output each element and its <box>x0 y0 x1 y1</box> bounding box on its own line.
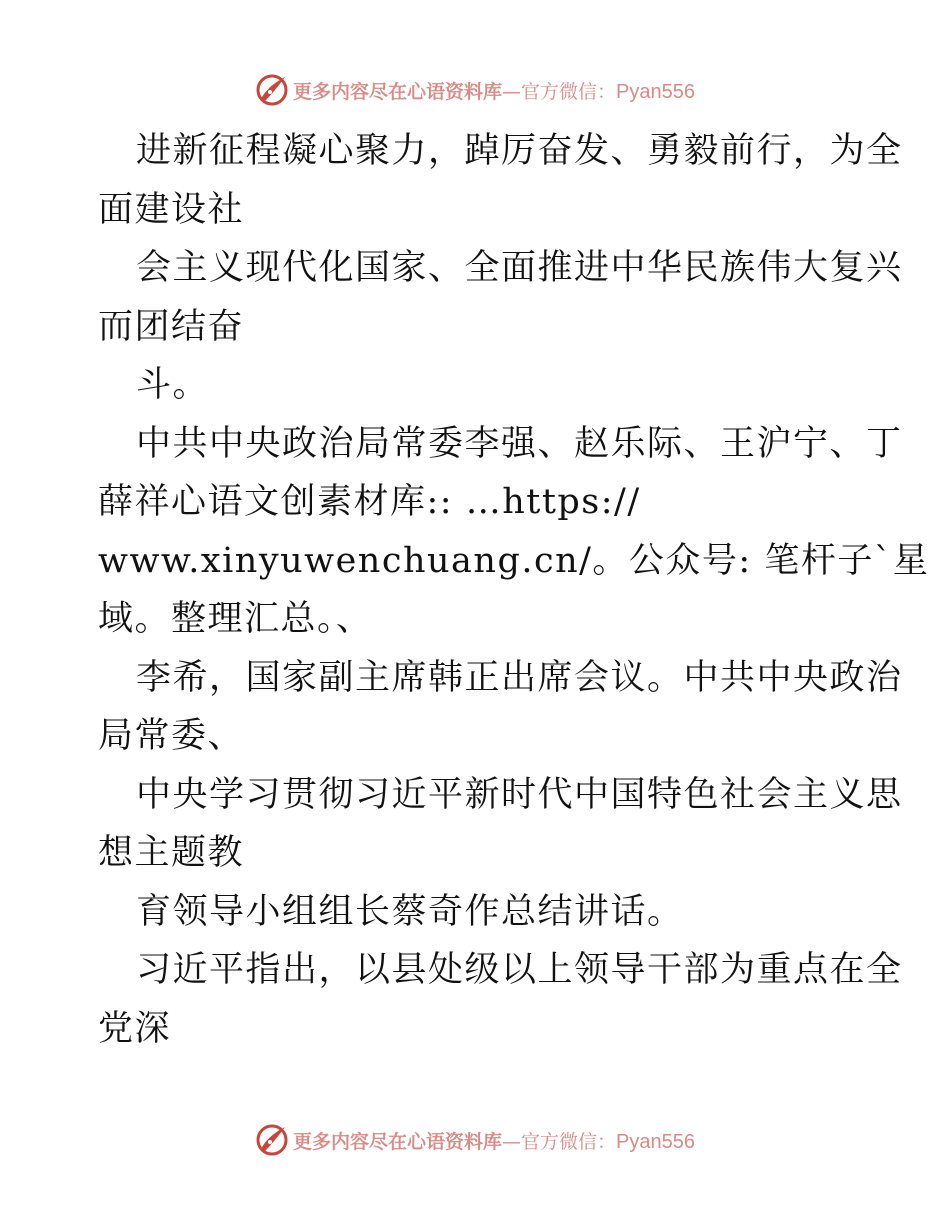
text-line: 会主义现代化国家、全面推进中华民族伟大复兴 <box>136 248 903 288</box>
header-watermark <box>0 70 950 110</box>
document-body <box>98 122 930 1058</box>
text-line: 党深 <box>98 1008 172 1049</box>
pen-logo-icon <box>255 1123 289 1157</box>
watermark-id: Pyan556 <box>616 1130 695 1153</box>
text-line: 习近平指出，以县处级以上领导干部为重点在全 <box>136 950 903 990</box>
text-line: 局常委、 <box>98 716 245 756</box>
watermark-dash: — <box>502 1130 522 1153</box>
text-line: 而团结奋 <box>98 306 245 347</box>
watermark-main: 更多内容尽在心语资料库 <box>293 1130 503 1153</box>
text-line: 域。整理汇总。、 <box>98 599 373 639</box>
text-line: 想主题教 <box>98 833 245 873</box>
footer-watermark-text <box>293 1127 695 1154</box>
footer-watermark <box>0 1120 950 1160</box>
text-line: 育领导小组组长蔡奇作总结讲话。 <box>136 891 684 932</box>
text-line: 斗。 <box>136 365 210 405</box>
text-line: 薛祥心语文创素材库:: …https:// <box>98 482 641 522</box>
text-line: 李希，国家副主席韩正出席会议。中共中央政治 <box>136 657 903 698</box>
text-line: 面建设社 <box>98 189 245 230</box>
watermark-dash: — <box>502 80 522 103</box>
watermark-official: 官方微信： <box>521 80 617 103</box>
text-line: www.xinyuwenchuang.cn/。公众号: 笔杆子`星 <box>98 540 930 581</box>
text-line: 中央学习贯彻习近平新时代中国特色社会主义思 <box>136 774 903 815</box>
watermark-official: 官方微信： <box>521 1130 617 1153</box>
text-line: 中共中央政治局常委李强、赵乐际、王沪宁、丁 <box>136 423 903 464</box>
watermark-main: 更多内容尽在心语资料库 <box>293 80 503 103</box>
watermark-id: Pyan556 <box>616 80 695 103</box>
text-line: 进新征程凝心聚力，踔厉奋发、勇毅前行，为全 <box>136 131 903 171</box>
header-watermark-text <box>293 77 695 104</box>
pen-logo-icon <box>255 73 289 107</box>
